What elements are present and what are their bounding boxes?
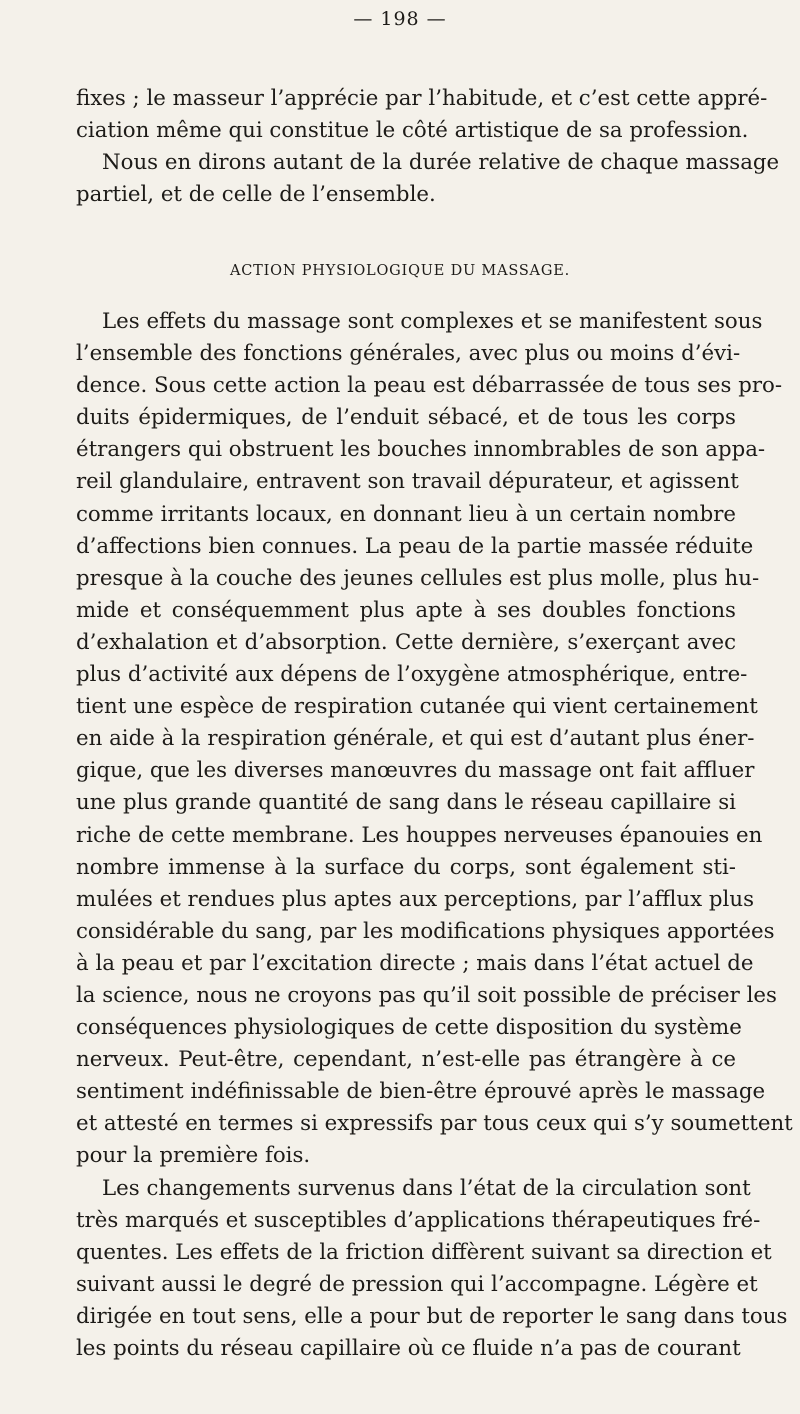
text-line: conséquences physiologiques de cette disposition du système [76,1015,742,1041]
text-line: mulées et rendues plus aptes aux perceptions, par l’afflux plus [76,886,754,912]
text-line: pour la première fois. [76,1143,311,1169]
text-line: partiel, et de celle de l’ensemble. [76,182,436,208]
text-line: dence. Sous cette action la peau est débarrassée de tous ses pro- [76,373,783,399]
text-line: la science, nous ne croyons pas qu’il soit possible de préciser les [76,982,777,1008]
text-line: duits épidermiques, de l’enduit sébacé, et de tous les corps [76,405,736,431]
text-line: en aide à la respiration générale, et qui est d’autant plus éner- [76,726,755,752]
text-line: sentiment indéfinissable de bien-être éprouvé après le massage [76,1079,766,1105]
text-line: et attesté en termes si expressifs par tous ceux qui s’y soumettent [76,1111,793,1137]
text-line: riche de cette membrane. Les houppes nerveuses épanouies en [76,822,763,848]
text-line: les points du réseau capillaire où ce fluide n’a pas de courant [76,1336,741,1361]
text-line: Les effets du massage sont complexes et se manifestent sous [102,309,763,334]
text-line: reil glandulaire, entravent son travail dépurateur, et agissent [76,469,739,495]
section-heading: ACTION PHYSIOLOGIQUE DU MASSAGE. [229,263,571,279]
text-line: suivant aussi le degré de pression qui l’accompagne. Légère et [76,1271,758,1297]
text-line: étrangers qui obstruent les bouches innombrables de son appa- [76,437,766,463]
text-line: gique, que les diverses manœuvres du massage ont fait affluer [76,758,755,784]
text-line: dirigée en tout sens, elle a pour but de reporter le sang dans tous [76,1303,788,1329]
text-line: nombre immense à la surface du corps, sont également sti- [76,854,736,880]
text-line: d’affections bien connues. La peau de la partie massée réduite [76,533,754,559]
text-line: l’ensemble des fonctions générales, avec plus ou moins d’évi- [76,341,741,367]
text-line: très marqués et susceptibles d’applications thérapeutiques fré- [76,1207,761,1233]
text-line: plus d’activité aux dépens de l’oxygène atmosphérique, entre- [76,662,748,688]
text-line: quentes. Les effets de la friction diffèrent suivant sa direction et [76,1239,772,1265]
text-line: considérable du sang, par les modifications physiques apportées [76,918,775,944]
text-line: mide et conséquemment plus apte à ses doubles fonctions [76,597,736,623]
text-line: comme irritants locaux, en donnant lieu à un certain nombre [76,501,736,527]
body-text [76,306,793,1365]
text-line: presque à la couche des jeunes cellules est plus molle, plus hu- [76,565,760,591]
text-line: nerveux. Peut-être, cependant, n’est-elle pas étrangère à ce [76,1047,736,1073]
text-line: Nous en dirons autant de la durée relative de chaque massage [102,150,780,176]
text-line: d’exhalation et d’absorption. Cette dernière, s’exerçant avec [76,629,736,655]
text-line: fixes ; le masseur l’apprécie par l’habitude, et c’est cette appré- [76,86,768,111]
text-line: tient une espèce de respiration cutanée qui vient certainement [76,694,758,720]
text-line: une plus grande quantité de sang dans le réseau capillaire si [76,790,736,816]
text-line: Les changements survenus dans l’état de la circulation sont [102,1175,751,1201]
text-line: ciation même qui constitue le côté artistique de sa profession. [76,118,749,144]
intro-paragraph [76,83,780,211]
text-line: à la peau et par l’excitation directe ; mais dans l’état actuel de [76,950,754,976]
page-number: — 198 — [353,8,447,30]
